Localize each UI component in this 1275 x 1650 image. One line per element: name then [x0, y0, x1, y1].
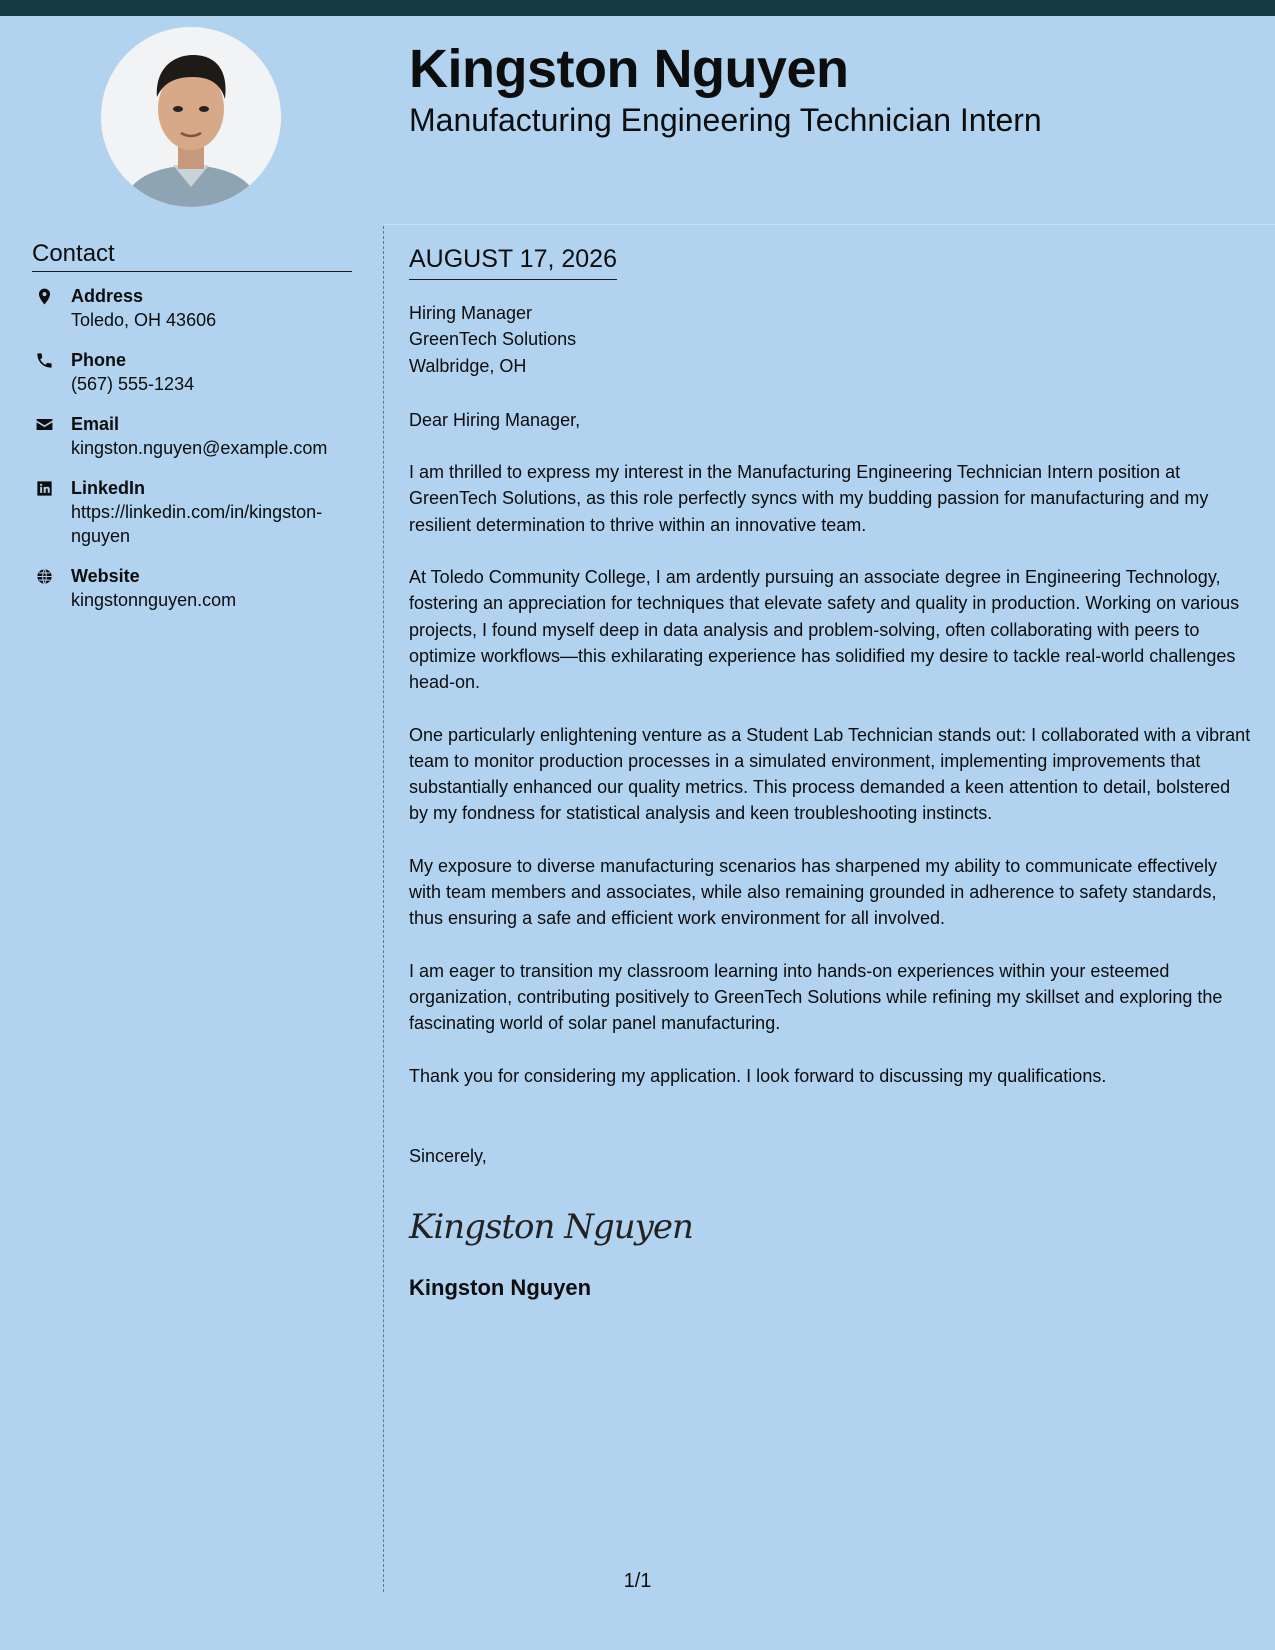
- header-divider: [384, 224, 1275, 225]
- phone-icon: [35, 351, 54, 370]
- letter-paragraph: I am thrilled to express my interest in the Manufacturing Engineering Technician Intern position at GreenTech Solutions, as this role perfectly syncs with my budding passion for manufacturing and my resilient determination to thrive within an innovative team.: [409, 462, 1209, 535]
- closing: Sincerely,: [409, 1145, 487, 1166]
- letter-date: AUGUST 17, 2026: [409, 244, 617, 280]
- contact-phone: [32, 348, 352, 396]
- envelope-icon: [35, 415, 54, 434]
- signature: Kingston Nguyen: [409, 1206, 693, 1247]
- letter-paragraph: At Toledo Community College, I am ardently pursuing an associate degree in Engineering Technology, fostering an appreciation for techniques that elevate safety and quality in production. Working on various projects, I found myself deep in data analysis and problem-solving, often collaborating with peers to optimize workflows—this exhilarating experience has solidified my desire to tackle real-world challenges head-on.: [409, 567, 1240, 693]
- job-title: Manufacturing Engineering Technician Intern: [409, 102, 1042, 139]
- page-title: Kingston Nguyen: [409, 39, 849, 99]
- contact-website: [32, 564, 352, 612]
- contact-value: (567) 555-1234: [71, 374, 195, 394]
- contact-value: Toledo, OH 43606: [71, 310, 217, 330]
- recipient-block: [409, 300, 1254, 379]
- contact-heading: Contact: [32, 240, 352, 272]
- contact-label: Website: [71, 566, 140, 586]
- contact-sidebar: [32, 240, 352, 628]
- signed-name: Kingston Nguyen: [409, 1275, 592, 1301]
- contact-value: kingstonnguyen.com: [71, 590, 237, 610]
- recipient-line: Hiring Manager: [409, 303, 533, 323]
- globe-icon: [35, 567, 54, 586]
- contact-value: https://linkedin.com/in/kingston-nguyen: [71, 502, 323, 546]
- linkedin-icon: [35, 479, 54, 498]
- contact-label: LinkedIn: [71, 478, 146, 498]
- contact-label: Email: [71, 414, 120, 434]
- contact-label: Address: [71, 286, 144, 306]
- letter-body: [409, 244, 1254, 1301]
- contact-address: [32, 284, 352, 332]
- avatar: [101, 27, 281, 207]
- contact-email: [32, 412, 352, 460]
- letter-paragraph: My exposure to diverse manufacturing scenarios has sharpened my ability to communicate effectively with team members and associates, while also remaining grounded in adherence to safety standards, thus ensuring a safe and efficient work environment for all involved.: [409, 855, 1218, 929]
- contact-value: kingston.nguyen@example.com: [71, 438, 328, 458]
- column-divider: [383, 226, 384, 1592]
- recipient-line: Walbridge, OH: [409, 355, 527, 376]
- header: [409, 40, 1042, 139]
- recipient-line: GreenTech Solutions: [409, 329, 577, 350]
- letter-paragraph: Thank you for considering my application. I look forward to discussing my qualifications.: [409, 1065, 1107, 1086]
- greeting: Dear Hiring Manager,: [409, 409, 581, 430]
- contact-label: Phone: [71, 350, 127, 370]
- letter-paragraph: One particularly enlightening venture as a Student Lab Technician stands out: I collaborated with a vibrant team to monitor production processes in a simulated environment, implementing improvements that substantially enhanced our quality metrics. This process demanded a keen attention to detail, bolstered by my fondness for statistical analysis and keen troubleshooting instincts.: [409, 724, 1251, 824]
- page-number: 1/1: [623, 1570, 652, 1592]
- avatar-portrait-icon: [101, 27, 281, 207]
- contact-linkedin: [32, 476, 352, 548]
- map-pin-icon: [35, 287, 54, 306]
- top-accent-bar: [0, 0, 1275, 16]
- letter-paragraph: I am eager to transition my classroom learning into hands-on experiences within your esteemed organization, contributing positively to GreenTech Solutions while refining my skillset and exploring the fascinating world of solar panel manufacturing.: [409, 960, 1223, 1034]
